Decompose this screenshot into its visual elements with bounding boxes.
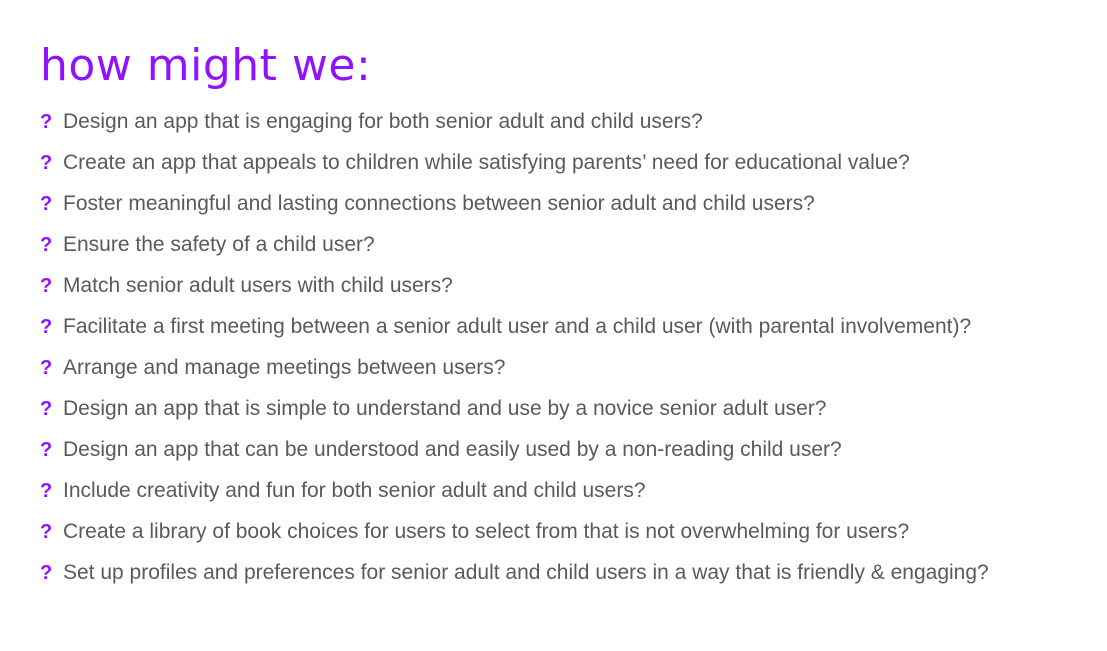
list-item-text: Create an app that appeals to children while satisfying parents’ need for educational value?	[63, 151, 910, 174]
list-item	[40, 274, 989, 315]
question-mark-icon: ?	[40, 439, 53, 461]
list-item	[40, 110, 989, 151]
list-item	[40, 315, 989, 356]
list-item	[40, 151, 989, 192]
question-mark-icon: ?	[40, 152, 53, 174]
list-item-text: Create a library of book choices for users to select from that is not overwhelming for users?	[63, 520, 910, 543]
list-item-text: Facilitate a first meeting between a senior adult user and a child user (with parental involvement)?	[63, 315, 972, 338]
list-item	[40, 520, 989, 561]
how-might-we-list	[40, 110, 989, 602]
list-item	[40, 192, 989, 233]
question-mark-icon: ?	[40, 111, 53, 133]
list-item-text: Set up profiles and preferences for senior adult and child users in a way that is friendly & engaging?	[63, 561, 989, 584]
question-mark-icon: ?	[40, 316, 53, 338]
list-item-text: Match senior adult users with child users?	[63, 274, 453, 297]
list-item-text: Arrange and manage meetings between users?	[63, 356, 506, 379]
question-mark-icon: ?	[40, 275, 53, 297]
list-item-text: Foster meaningful and lasting connections between senior adult and child users?	[63, 192, 815, 215]
question-mark-icon: ?	[40, 521, 53, 543]
list-item	[40, 479, 989, 520]
list-item-text: Design an app that is simple to understand and use by a novice senior adult user?	[63, 397, 827, 420]
page-title: how might we:	[40, 40, 372, 91]
list-item	[40, 233, 989, 274]
question-mark-icon: ?	[40, 398, 53, 420]
question-mark-icon: ?	[40, 193, 53, 215]
question-mark-icon: ?	[40, 480, 53, 502]
list-item	[40, 561, 989, 602]
list-item-text: Design an app that can be understood and easily used by a non-reading child user?	[63, 438, 842, 461]
question-mark-icon: ?	[40, 234, 53, 256]
list-item-text: Design an app that is engaging for both senior adult and child users?	[63, 110, 703, 133]
list-item	[40, 438, 989, 479]
list-item	[40, 356, 989, 397]
question-mark-icon: ?	[40, 562, 53, 584]
list-item-text: Include creativity and fun for both senior adult and child users?	[63, 479, 646, 502]
question-mark-icon: ?	[40, 357, 53, 379]
list-item	[40, 397, 989, 438]
list-item-text: Ensure the safety of a child user?	[63, 233, 375, 256]
